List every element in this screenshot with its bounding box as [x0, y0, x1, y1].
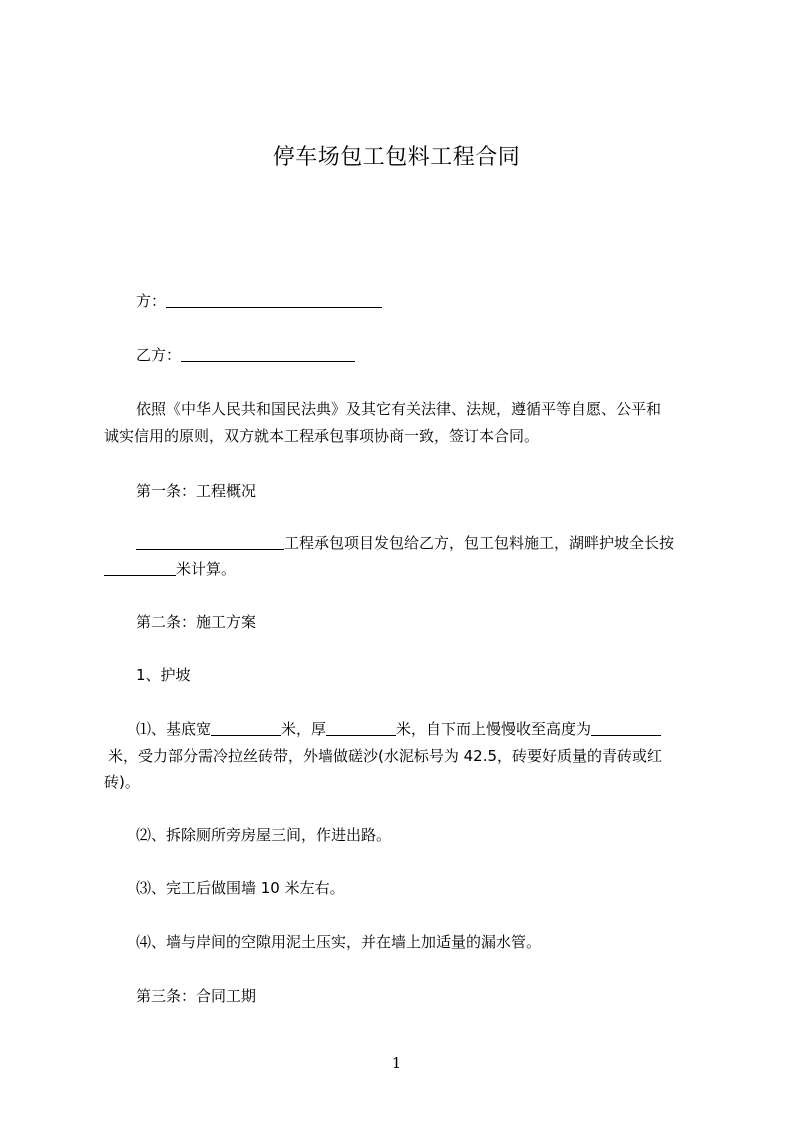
item-1-line-1 — [136, 719, 661, 739]
height-blank — [591, 720, 661, 736]
article-1-heading: 第一条：工程概况 — [136, 482, 257, 500]
project-name-blank — [136, 534, 284, 550]
article-1-line-2 — [104, 559, 236, 579]
article-3-heading: 第三条：合同工期 — [136, 987, 257, 1005]
item-4: ⑷、墙与岸间的空隙用泥土压实，并在墙上加适量的漏水管。 — [136, 933, 542, 951]
item-1-part-2: 米，厚 — [281, 720, 327, 738]
base-width-blank — [211, 720, 281, 736]
item-1-part-1: ⑴、基底宽 — [136, 720, 212, 738]
party-a-blank — [166, 292, 382, 308]
item-2: ⑵、拆除厕所旁房屋三间，作进出路。 — [136, 826, 392, 844]
party-b-blank — [181, 346, 355, 362]
article-2-sub-1: 1、护坡 — [136, 666, 191, 684]
article-1-text-1: 工程承包项目发包给乙方，包工包料施工，湖畔护坡全长按 — [284, 534, 675, 552]
item-1-part-3: 米，自下而上慢慢收至高度为 — [396, 720, 592, 738]
item-1-line-3: 砖)。 — [104, 773, 140, 791]
item-1-line-2: 米，受力部分需冷拉丝砖带，外墙做磋沙(水泥标号为 42.5，砖要好质量的青砖或红 — [108, 747, 663, 765]
intro-line-2: 诚实信用的原则，双方就本工程承包事项协商一致，签订本合同。 — [104, 427, 540, 445]
page-number: 1 — [391, 1054, 402, 1072]
intro-line-1: 依照《中华人民共和国民法典》及其它有关法律、法规，遵循平等自愿、公平和 — [136, 400, 662, 418]
article-2-heading: 第二条：施工方案 — [136, 613, 257, 631]
thickness-blank — [326, 720, 396, 736]
party-b-line — [136, 345, 355, 365]
article-1-line-1 — [136, 533, 674, 553]
article-1-text-2: 米计算。 — [176, 560, 237, 578]
party-b-label: 乙方： — [136, 346, 182, 364]
party-a-line — [136, 291, 382, 311]
document-title: 停车场包工包料工程合同 — [272, 145, 521, 170]
party-a-label: 方： — [136, 292, 167, 310]
item-3: ⑶、完工后做围墙 10 米左右。 — [136, 879, 345, 897]
length-blank — [104, 560, 176, 576]
